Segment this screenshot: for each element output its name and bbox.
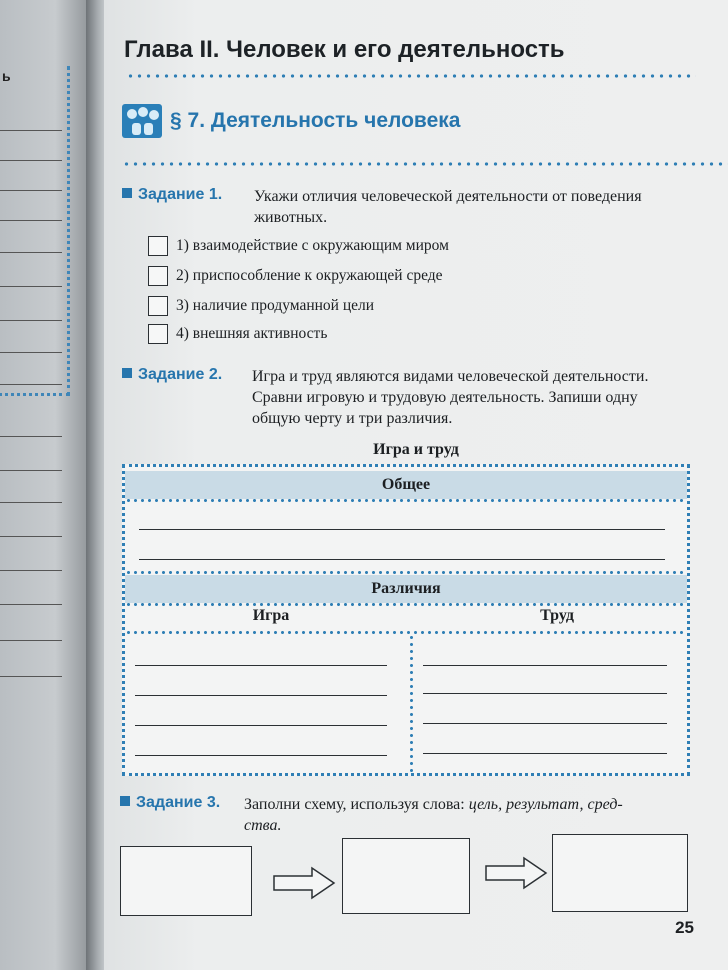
left-page-line — [0, 190, 62, 191]
left-page-line — [0, 320, 62, 321]
write-line-game-4[interactable] — [135, 755, 387, 756]
left-page-line — [0, 220, 62, 221]
left-page-line — [0, 384, 62, 385]
table-divider — [125, 571, 687, 574]
table-divider — [125, 631, 687, 634]
left-page-heading-fragment: ь — [2, 68, 11, 84]
write-line-common-1[interactable] — [139, 529, 665, 530]
task3-words: цель, результат, сред- — [468, 796, 623, 813]
page-number: 25 — [675, 918, 694, 937]
checkbox[interactable] — [148, 324, 168, 344]
write-line-game-3[interactable] — [135, 725, 387, 726]
option-label: 1) взаимодействие с окружающим миром — [176, 237, 449, 254]
common-header: Общее — [125, 471, 687, 499]
people-icon — [122, 104, 162, 138]
table-divider — [125, 603, 687, 606]
write-line-work-1[interactable] — [423, 665, 667, 666]
write-line-work-3[interactable] — [423, 723, 667, 724]
column-header-work: Труд — [540, 607, 574, 624]
task2-label — [122, 366, 222, 384]
task2-text-line1: Игра и труд являются видами человеческой деятельности. — [252, 368, 649, 385]
option-label: 2) приспособление к окружающей среде — [176, 267, 443, 284]
column-divider — [410, 634, 413, 773]
write-line-common-2[interactable] — [139, 559, 665, 560]
left-page-edge — [0, 0, 92, 970]
task3-label — [120, 794, 220, 812]
write-line-work-2[interactable] — [423, 693, 667, 694]
write-line-game-1[interactable] — [135, 665, 387, 666]
left-page-line — [0, 436, 62, 437]
section-dotted-rule — [122, 162, 728, 166]
scheme-box-3[interactable] — [552, 834, 688, 912]
task1-label-text: Задание 1. — [138, 186, 223, 203]
task3-text-prefix: Заполни схему, используя слова: — [244, 796, 465, 813]
checkbox[interactable] — [148, 236, 168, 256]
task1-text-line1: Укажи отличия человеческой деятельности от поведения — [254, 188, 642, 205]
scheme-box-2[interactable] — [342, 838, 470, 914]
left-page-line — [0, 352, 62, 353]
task2-instruction — [252, 366, 722, 429]
left-page-line — [0, 570, 62, 571]
task3-words-line2: ства. — [244, 817, 282, 834]
task3-instruction — [244, 794, 714, 836]
comparison-table — [122, 464, 690, 776]
workbook-page — [104, 0, 728, 970]
table-caption: Игра и труд — [373, 441, 459, 458]
chapter-dotted-rule — [126, 74, 696, 78]
left-page-line — [0, 676, 62, 677]
left-page-line — [0, 470, 62, 471]
left-page-line — [0, 252, 62, 253]
column-header-game: Игра — [252, 607, 290, 624]
checkbox[interactable] — [148, 266, 168, 286]
checkbox[interactable] — [148, 296, 168, 316]
section-header — [122, 104, 460, 138]
task1-option-1[interactable] — [148, 236, 449, 256]
left-page-frame — [0, 66, 70, 396]
differences-header: Различия — [125, 575, 687, 603]
left-page-line — [0, 286, 62, 287]
task1-instruction — [254, 186, 724, 228]
task1-text-line2: животных. — [254, 209, 328, 226]
square-bullet-icon — [120, 796, 130, 806]
write-line-work-4[interactable] — [423, 753, 667, 754]
arrow-right-icon — [484, 856, 548, 890]
section-title: § 7. Деятельность человека — [170, 109, 461, 132]
left-page-line — [0, 536, 62, 537]
task1-option-2[interactable] — [148, 266, 443, 286]
task1-option-3[interactable] — [148, 296, 374, 316]
arrow-right-icon — [272, 866, 336, 900]
option-label: 4) внешняя активность — [176, 325, 328, 342]
chapter-title: Глава II. Человек и его деятельность — [124, 36, 565, 63]
scheme-box-1[interactable] — [120, 846, 252, 916]
left-page-line — [0, 130, 62, 131]
left-page-line — [0, 502, 62, 503]
square-bullet-icon — [122, 188, 132, 198]
task1-option-4[interactable] — [148, 324, 327, 344]
option-label: 3) наличие продуманной цели — [176, 297, 375, 314]
left-page-line — [0, 160, 62, 161]
task2-text-line3: общую черту и три различия. — [252, 410, 453, 427]
write-line-game-2[interactable] — [135, 695, 387, 696]
task2-label-text: Задание 2. — [138, 366, 223, 383]
table-divider — [125, 499, 687, 502]
task2-text-line2: Сравни игровую и трудовую деятельность. Запиши одну — [252, 389, 638, 406]
task3-label-text: Задание 3. — [136, 794, 221, 811]
left-page-line — [0, 640, 62, 641]
task1-label — [122, 186, 222, 204]
left-page-line — [0, 604, 62, 605]
square-bullet-icon — [122, 368, 132, 378]
